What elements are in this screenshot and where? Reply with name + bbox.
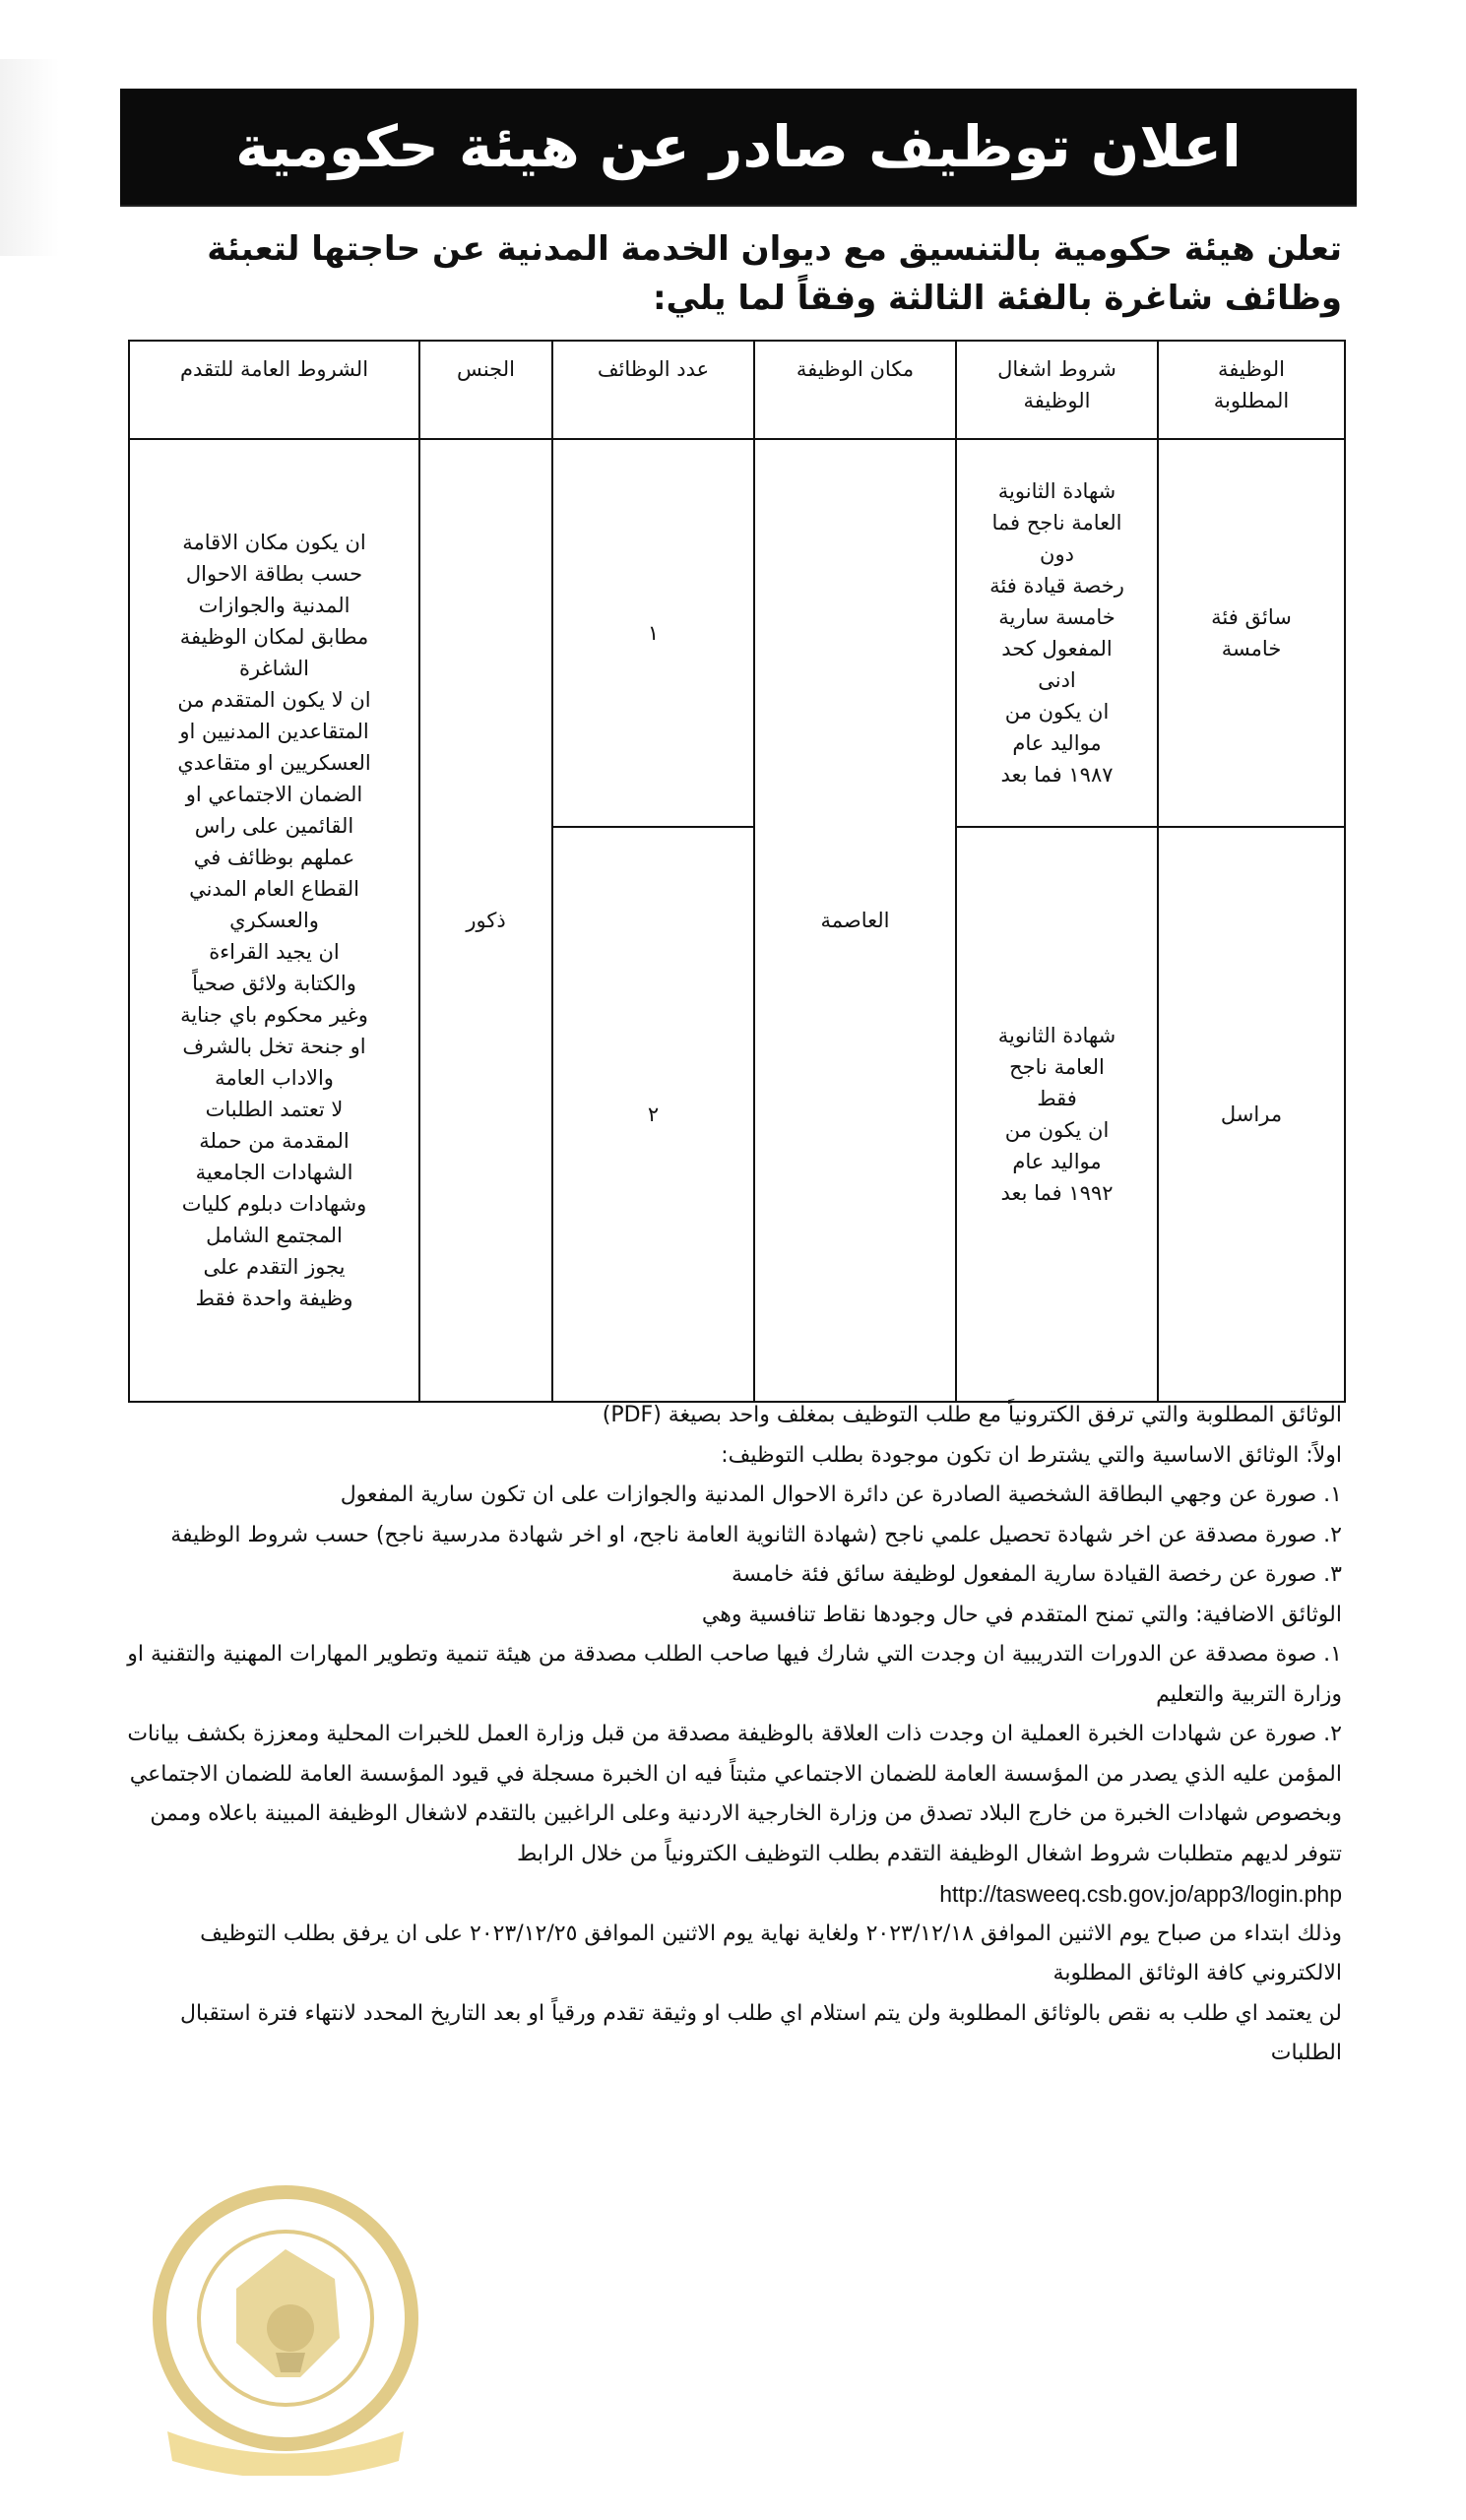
text-line: العامة ناجح فما: [991, 511, 1122, 535]
text-line: العامة ناجح: [1009, 1055, 1105, 1079]
hand-icon: [276, 2353, 305, 2372]
header-gender: الجنس: [419, 341, 552, 439]
job-title-cell: [1158, 827, 1345, 1402]
count-cell: ١: [552, 439, 754, 827]
seal-emblem-icon: [267, 2304, 314, 2352]
text-line: ١٩٨٧ فما بعد: [1000, 763, 1114, 787]
text-line: وظيفة واحدة فقط: [195, 1287, 353, 1310]
header-general-conditions: الشروط العامة للتقدم: [129, 341, 419, 439]
job-requirements: [965, 475, 1149, 790]
text-line: سائق فئة: [1211, 605, 1292, 629]
text-line: دون: [1040, 542, 1074, 566]
job-requirements: [965, 1020, 1149, 1209]
job-title: [1167, 601, 1336, 664]
text-line: المتقاعدين المدنيين او: [179, 720, 369, 743]
text-line: ان يكون من: [1004, 1118, 1110, 1142]
requirements-cell: [956, 439, 1158, 827]
docs-intro: الوثائق المطلوبة والتي ترفق الكترونياً مع طلب التوظيف بمغلف واحد بصيغة (PDF): [602, 1403, 1342, 1427]
basic-docs-title: اولاً: الوثائق الاساسية والتي يشترط ان تكون موجودة بطلب التوظيف:: [721, 1442, 1342, 1468]
extra-docs-title: الوثائق الاضافية: والتي تمنح المتقدم في حال وجودها نقاط تنافسية وهي: [701, 1602, 1342, 1627]
text-line: مواليد عام: [1012, 1150, 1102, 1173]
text-line: العسكريين او متقاعدي: [177, 751, 371, 775]
text-line: ان يكون من: [1004, 700, 1110, 724]
header-requirements: [956, 341, 1158, 439]
text-line: فقط: [1037, 1087, 1077, 1110]
requirements-cell: [956, 827, 1158, 1402]
title-divider: [120, 205, 1357, 207]
extra-doc-item: ١. صوة مصدقة عن الدورات التدريبية ان وجدت التي شارك فيها صاحب الطلب مصدقة من هيئة تنمية وتطوير المهارات المهنية والتقنية او وزارة التربية والتعليم: [127, 1642, 1342, 1707]
text-line: الوظيفة: [1217, 357, 1285, 381]
closing-note: لن يعتمد اي طلب به نقص بالوثائق المطلوبة ولن يتم استلام اي طلب او وثيقة تقدم ورقياً او بعد التاريخ المحدد لانتهاء فترة استقبال الطلبات: [180, 2000, 1342, 2065]
text-line: الشاغرة: [239, 657, 309, 680]
text-line: رخصة قيادة فئة: [989, 574, 1124, 598]
text-line: خامسة: [1221, 637, 1282, 661]
jobs-table: [128, 340, 1346, 1403]
civil-service-bureau-seal-logo: [128, 2180, 443, 2476]
text-line: والكتابة ولائق صحياً: [192, 972, 356, 995]
text-line: الوظيفة: [1023, 389, 1091, 412]
text-line: ان لا يكون المتقدم من: [177, 688, 371, 712]
scan-edge-shadow: [0, 59, 59, 256]
text-line: مراسل: [1220, 1102, 1283, 1126]
text-line: او جنحة تخل بالشرف: [182, 1035, 366, 1058]
general-conditions: [138, 527, 411, 1314]
announcement-title: اعلان توظيف صادر عن هيئة حكومية: [120, 89, 1357, 205]
text-line: والعسكري: [229, 909, 319, 932]
notes-section: [111, 1396, 1342, 2074]
application-dates: وذلك ابتداء من صباح يوم الاثنين الموافق ٢٠٢٣/١٢/١٨ ولغاية نهاية يوم الاثنين الموافق ٢٠٢٣/١٢/٢٥ على ان يرفق بطلب التوظيف الالكتروني كافة الوثائق المطلوبة: [200, 1921, 1342, 1985]
text-line: المفعول كحد: [1001, 637, 1113, 661]
text-line: يجوز التقدم على: [203, 1255, 346, 1279]
extra-doc-item: ٢. صورة عن شهادات الخبرة العملية ان وجدت ذات العلاقة بالوظيفة مصدقة من قبل وزارة العمل للخبرات المحلية ومعززة بكشف بيانات المؤمن عليه الذي يصدر من المؤسسة العامة للضمان الاجتماعي مثبتاً فيه ان الخبرة مسجلة في قيود المؤسسة العامة للضمان الاجتماعي وبخصوص شهادات الخبرة من خارج البلاد تصدق من وزارة الخارجية الاردنية وعلى الراغبين بالتقدم لاشغال الوظيفة المبينة باعلاه وممن تتوفر لديهم متطلبات شروط اشغال الوظيفة التقدم بطلب التوظيف الكترونياً من خلال الرابط: [127, 1722, 1342, 1866]
header-job-lines: [1167, 353, 1336, 416]
header-job: [1158, 341, 1345, 439]
text-line: المجتمع الشامل: [206, 1224, 343, 1247]
table-header-row: [129, 341, 1345, 439]
job-title-cell: [1158, 439, 1345, 827]
text-line: ١٩٩٢ فما بعد: [1000, 1181, 1114, 1205]
text-line: المطلوبة: [1213, 389, 1290, 412]
text-line: حسب بطاقة الاحوال: [185, 562, 363, 586]
text-line: شهادة الثانوية: [997, 1024, 1116, 1047]
basic-doc-item: ١. صورة عن وجهي البطاقة الشخصية الصادرة عن دائرة الاحوال المدنية والجوازات على ان تكون سارية المفعول: [340, 1482, 1342, 1507]
text-line: لا تعتمد الطلبات: [205, 1098, 344, 1121]
gender-cell: ذكور: [419, 439, 552, 1402]
text-line: الضمان الاجتماعي او: [185, 783, 363, 806]
text-line: والاداب العامة: [215, 1066, 334, 1090]
intro-paragraph: تعلن هيئة حكومية بالتنسيق مع ديوان الخدمة المدنية عن حاجتها لتعبئة وظائف شاغرة بالفئة الثالثة وفقاً لما يلي:: [207, 229, 1342, 318]
count-cell: ٢: [552, 827, 754, 1402]
text-line: الشهادات الجامعية: [195, 1161, 353, 1184]
text-line: وشهادات دبلوم كليات: [181, 1192, 367, 1216]
header-location: مكان الوظيفة: [754, 341, 956, 439]
text-line: وغير محكوم باي جناية: [180, 1003, 368, 1027]
text-line: ان يجيد القراءة: [209, 940, 340, 964]
text-line: مطابق لمكان الوظيفة: [179, 625, 369, 649]
text-line: ان يكون مكان الاقامة: [182, 531, 366, 554]
text-line: شروط اشغال: [997, 357, 1116, 381]
text-line: مواليد عام: [1012, 731, 1102, 755]
table-row: [129, 439, 1345, 827]
text-line: خامسة سارية: [998, 605, 1115, 629]
text-line: عملهم بوظائف في: [193, 846, 355, 869]
location-cell: العاصمة: [754, 439, 956, 1402]
text-line: المقدمة من حملة: [199, 1129, 350, 1153]
general-conditions-cell: [129, 439, 419, 1402]
basic-doc-item: ٣. صورة عن رخصة القيادة سارية المفعول لوظيفة سائق فئة خامسة: [731, 1562, 1342, 1587]
header-count: عدد الوظائف: [552, 341, 754, 439]
text-line: المدنية والجوازات: [198, 594, 351, 617]
text-line: شهادة الثانوية: [997, 479, 1116, 503]
job-title: [1167, 1099, 1336, 1130]
text-line: القطاع العام المدني: [189, 877, 359, 901]
text-line: القائمين على راس: [194, 814, 354, 838]
basic-doc-item: ٢. صورة مصدقة عن اخر شهادة تحصيل علمي ناجح (شهادة الثانوية العامة ناجح، او اخر شهادة مدرسية ناجح) حسب شروط الوظيفة: [170, 1522, 1342, 1547]
application-link[interactable]: http://tasweeq.csb.gov.jo/app3/login.php: [939, 1881, 1342, 1907]
text-line: ادنى: [1038, 668, 1076, 692]
header-requirements-lines: [965, 353, 1149, 416]
